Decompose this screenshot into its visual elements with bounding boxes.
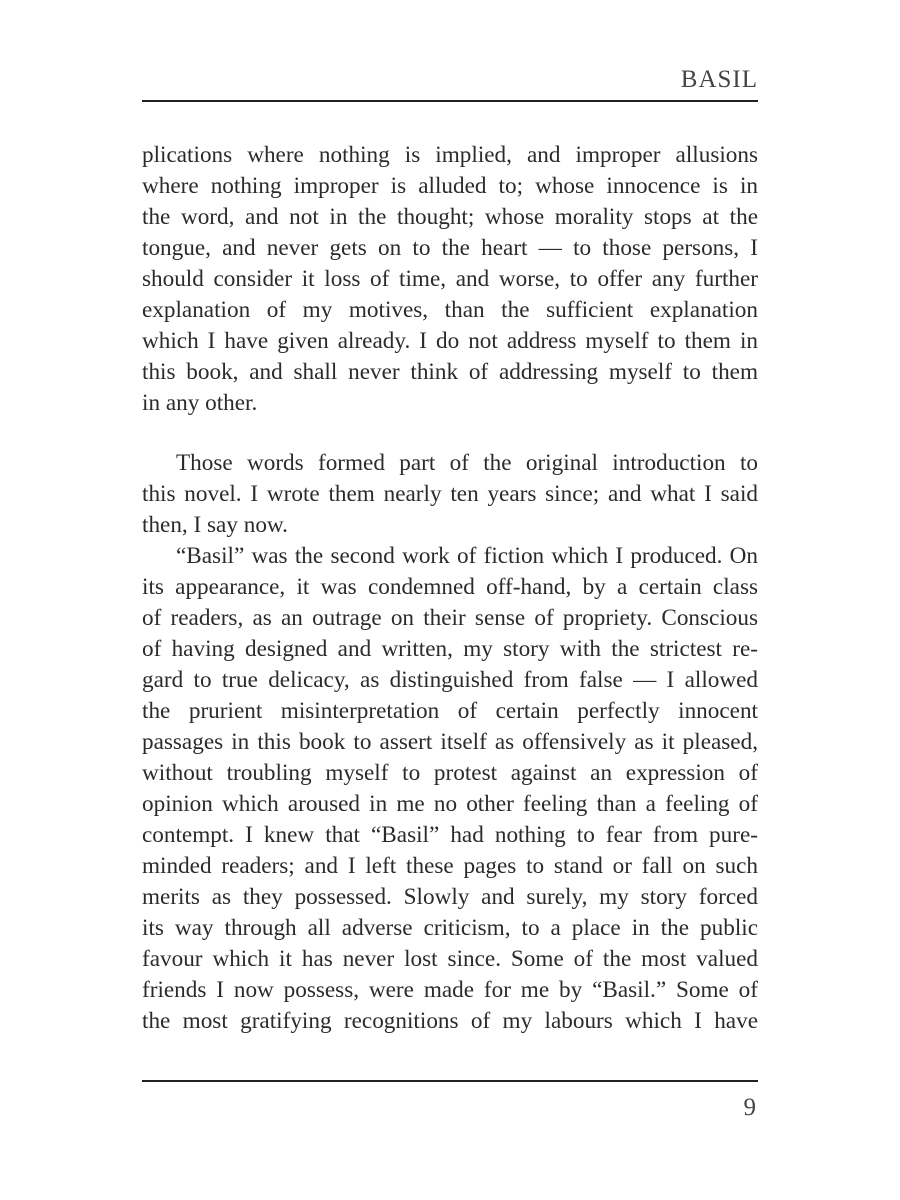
text-line: of readers, as an outrage on their sense of propriety. Conscious	[142, 605, 758, 631]
text-line: plications where nothing is implied, and improper allusions	[142, 142, 758, 168]
text-line: explanation of my motives, than the sufficient explanation	[142, 297, 758, 323]
running-head-title: BASIL	[680, 66, 758, 93]
text-line: its appearance, it was condemned off-hand, by a certain class	[142, 574, 758, 600]
text-line: passages in this book to assert itself as offensively as it pleased,	[142, 729, 758, 755]
text-line: the prurient misinterpretation of certain perfectly innocent	[142, 698, 758, 724]
text-line: this novel. I wrote them nearly ten years since; and what I said	[142, 481, 758, 507]
section-break	[142, 419, 758, 448]
text-line: merits as they possessed. Slowly and surely, my story forced	[142, 884, 758, 910]
text-line: gard to true delicacy, as distinguished from false — I allowed	[142, 667, 758, 693]
text-line: contempt. I knew that “Basil” had nothing to fear from pure-	[142, 822, 758, 848]
text-line: of having designed and written, my story with the strictest re-	[142, 636, 758, 662]
text-line: should consider it loss of time, and worse, to offer any further	[142, 266, 758, 292]
text-line: without troubling myself to protest against an expression of	[142, 760, 758, 786]
text-line: the word, and not in the thought; whose morality stops at the	[142, 204, 758, 230]
text-line: this book, and shall never think of addressing myself to them	[142, 359, 758, 385]
text-line: opinion which aroused in me no other feeling than a feeling of	[142, 791, 758, 817]
page-number: 9	[743, 1094, 756, 1121]
body-text	[142, 140, 758, 1037]
text-line: which I have given already. I do not address myself to them in	[142, 328, 758, 354]
text-line: then, I say now.	[142, 512, 288, 538]
paragraph	[142, 448, 758, 541]
text-line: tongue, and never gets on to the heart — to those persons, I	[142, 235, 758, 261]
paragraph	[142, 541, 758, 1037]
text-line: Those words formed part of the original introduction to	[176, 450, 758, 476]
text-line: favour which it has never lost since. Some of the most valued	[142, 946, 758, 972]
paragraph	[142, 140, 758, 419]
text-line: where nothing improper is alluded to; whose innocence is in	[142, 173, 758, 199]
text-line: the most gratifying recognitions of my labours which I have	[142, 1008, 758, 1034]
header-rule	[142, 100, 758, 102]
text-line: “Basil” was the second work of fiction which I produced. On	[176, 543, 758, 569]
text-line: in any other.	[142, 390, 258, 416]
footer-rule	[142, 1080, 758, 1082]
text-line: minded readers; and I left these pages to stand or fall on such	[142, 853, 758, 879]
text-line: its way through all adverse criticism, to a place in the public	[142, 915, 758, 941]
text-line: friends I now possess, were made for me by “Basil.” Some of	[142, 977, 758, 1003]
